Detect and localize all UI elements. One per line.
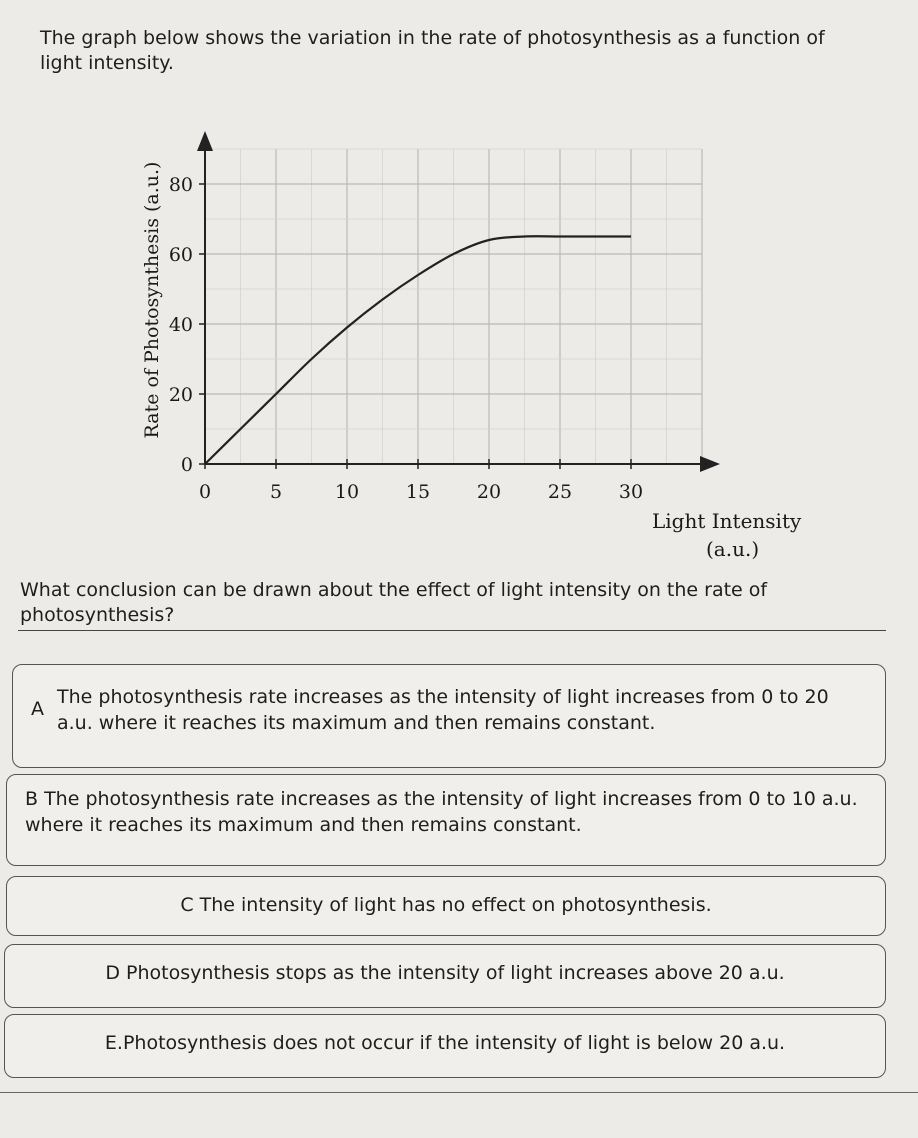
x-tick-label: 25 [547,481,573,503]
y-tick-label: 0 [180,454,193,476]
option-e[interactable] [4,1014,886,1078]
y-tick-label: 80 [168,174,193,196]
question-text: What conclusion can be drawn about the effect of light intensity on the rate of photosynthesis? [20,579,768,626]
x-tick-label: 0 [198,481,212,503]
option-b[interactable] [6,774,886,866]
option-b-text: B The photosynthesis rate increases as the intensity of light increases from 0 to 10 a.u. where it reaches its maximum and then remains constant. [25,788,858,836]
y-tick-label: 20 [168,384,193,406]
option-c[interactable] [6,876,886,936]
y-tick-label: 40 [168,314,193,336]
option-c-text: C The intensity of light has no effect on photosynthesis. [180,894,712,916]
photosynthesis-chart [0,0,918,560]
option-d-text: D Photosynthesis stops as the intensity of light increases above 20 a.u. [105,962,785,984]
y-tick-label: 60 [168,244,193,266]
page-bottom-line [0,1092,918,1093]
x-tick-label: 10 [334,481,360,503]
option-a[interactable] [12,664,886,768]
answer-divider [18,630,886,631]
option-d[interactable] [4,944,886,1008]
x-axis-unit: (a.u.) [706,537,760,560]
y-axis-label: Rate of Photosynthesis (a.u.) [141,161,163,439]
option-a-letter: A [31,698,44,720]
option-a-text: The photosynthesis rate increases as the intensity of light increases from 0 to 20 a.u. where it reaches its maximum and then remains constant. [57,686,829,734]
x-axis-label: Light Intensity [652,509,802,533]
x-tick-label: 15 [405,481,431,503]
x-tick-label: 30 [618,481,644,503]
intro-text: The graph below shows the variation in the rate of photosynthesis as a function of light intensity. [40,27,825,74]
x-tick-label: 5 [269,481,283,503]
option-e-text: E.Photosynthesis does not occur if the intensity of light is below 20 a.u. [104,1032,786,1054]
x-tick-label: 20 [476,481,502,503]
